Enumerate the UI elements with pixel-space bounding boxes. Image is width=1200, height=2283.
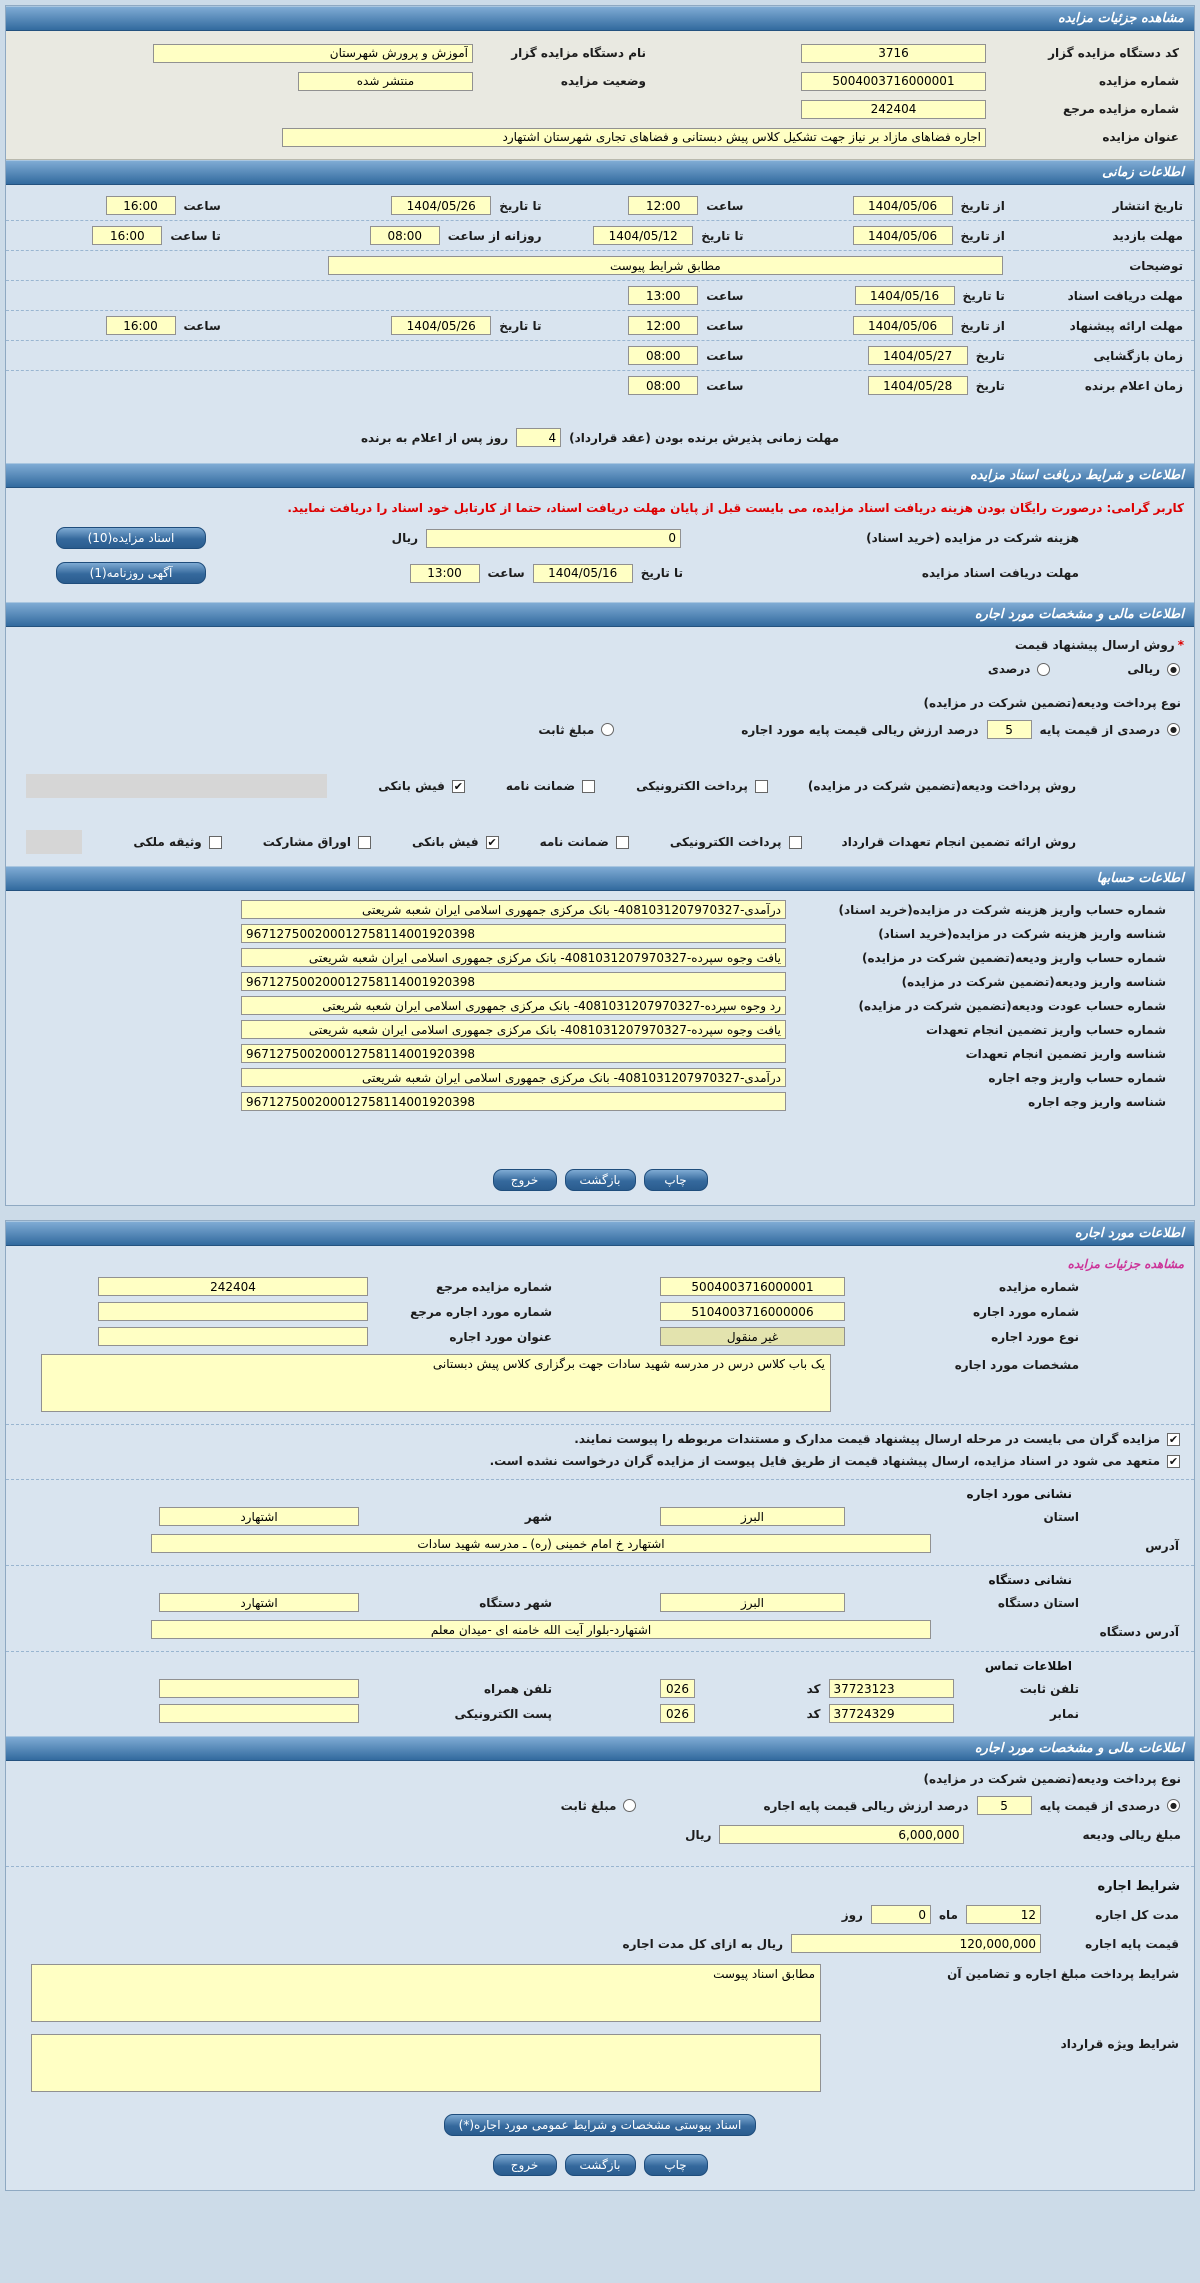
rental-address-row-2 [6, 1529, 1194, 1558]
newspaper-ad-button[interactable]: آگهی روزنامه(1) [56, 562, 206, 584]
account-row-label: شماره حساب واریز وجه اجاره [988, 1070, 1166, 1085]
to-date-label: تا تاریخ [701, 228, 744, 243]
print-button[interactable]: چاپ [644, 2154, 708, 2176]
base-price-suffix-label: ریال به ازای کل مدت اجاره [622, 1936, 783, 1951]
payment-terms-row [6, 1958, 1194, 2028]
page-title: مشاهده جزئیات مزایده [6, 6, 1194, 31]
electronic-payment-label: پرداخت الکترونیکی [636, 779, 748, 793]
deposit-amount-label: مبلغ ریالی ودیعه [1082, 1827, 1181, 1842]
account-row [6, 1090, 1194, 1113]
phone-code-label: کد [806, 1681, 821, 1696]
offer-from-date-input[interactable] [853, 316, 953, 335]
device-address-group-label: نشانی دستگاه [6, 1565, 1194, 1590]
opening-row [6, 341, 1194, 371]
winner-acceptance-row [6, 410, 1194, 463]
payment-terms-textarea[interactable] [31, 1964, 821, 2022]
account-row-label: شماره حساب عودت ودیعه(تضمین شرکت در مزایده) [858, 998, 1166, 1013]
fax-input[interactable] [829, 1704, 954, 1723]
special-terms-textarea[interactable] [31, 2034, 821, 2092]
auction-details-panel [5, 5, 1195, 1206]
deposit-amount-input[interactable] [719, 1825, 964, 1844]
deposit-amount-row [6, 1820, 1194, 1849]
contact-row-2 [6, 1701, 1194, 1726]
city-input[interactable] [159, 1507, 359, 1526]
item-specs-textarea[interactable] [41, 1354, 831, 1412]
visit-row [6, 221, 1194, 251]
email-input[interactable] [159, 1704, 359, 1723]
rental-deposit-options-row [6, 1791, 1194, 1820]
rental-financial-section [6, 1761, 1194, 1859]
bonds-label: اوراق مشارکت [262, 835, 352, 849]
guarantee-method-label: روش ارائه تضمین انجام تعهدات قرارداد [841, 835, 1076, 849]
guarantee-electronic-checkbox[interactable] [789, 836, 802, 849]
city-label: شهر [524, 1509, 552, 1524]
mobile-label: تلفن همراه [483, 1681, 552, 1696]
item-type-input[interactable] [660, 1327, 845, 1346]
winner-announce-row [6, 371, 1194, 401]
deposit-type-options-row [6, 715, 1194, 744]
from-date-label: از تاریخ [960, 198, 1005, 213]
publish-to-date-input[interactable] [391, 196, 491, 215]
duration-months-input[interactable] [966, 1905, 1041, 1924]
publish-date-label: تاریخ انتشار [1112, 198, 1183, 213]
contact-group-label: اطلاعات تماس [6, 1651, 1194, 1676]
notes-row [6, 251, 1194, 281]
guarantee-bank-receipt-checkbox[interactable]: ✔ [487, 835, 497, 849]
account-row [6, 898, 1194, 921]
base-percent-radio[interactable]: ● [1167, 723, 1180, 736]
auction-ref-number-label: شماره مزایده مرجع [1063, 102, 1179, 116]
attach-docs-checkbox[interactable]: ✔ [1168, 1432, 1179, 1446]
visit-daily-to-input[interactable] [92, 226, 162, 245]
account-row-input[interactable] [241, 1044, 786, 1063]
device-address-row-1 [6, 1590, 1194, 1615]
accounts-section [6, 891, 1194, 1124]
docs-deadline-row [6, 281, 1194, 311]
price-method-row [6, 633, 1194, 657]
guarantee-option-bank-receipt[interactable] [409, 835, 503, 849]
rental-fixed-amount-label: مبلغ ثابت [560, 1798, 617, 1813]
province-input[interactable] [660, 1507, 845, 1526]
details-link-row [6, 1252, 1194, 1274]
device-address-input[interactable] [151, 1620, 931, 1639]
section-title-accounts: اطلاعات حسابها [6, 866, 1194, 891]
from-date-label: از تاریخ [960, 318, 1005, 333]
guarantee-bank-receipt-label: فیش بانکی [412, 835, 479, 849]
auction-title-input[interactable] [282, 128, 986, 147]
guarantee-electronic-label: پرداخت الکترونیکی [669, 835, 782, 849]
phone-input[interactable] [829, 1679, 954, 1698]
duration-row [6, 1900, 1194, 1929]
hour-label: ساعت [706, 198, 744, 213]
account-row-label: شماره حساب واریز هزینه شرکت در مزایده(خرید اسناد) [838, 902, 1166, 917]
item-title-input[interactable] [98, 1327, 368, 1346]
account-row-label: شناسه واریز تضمین انجام تعهدات [965, 1046, 1166, 1061]
rial-unit-label: ریال [685, 1827, 712, 1842]
docs-section [6, 488, 1194, 602]
item-type-label: نوع مورد اجاره [991, 1329, 1079, 1344]
device-name-label: نام دستگاه مزایده گزار [511, 46, 646, 60]
bonds-checkbox[interactable] [358, 836, 371, 849]
general-info-section [6, 31, 1194, 160]
guarantee-option-property[interactable] [130, 835, 225, 849]
opening-time-label: زمان بازگشایی [1093, 348, 1183, 363]
fax-label: نمابر [1049, 1706, 1079, 1721]
panel2-actions [6, 2154, 1194, 2176]
required-asterisk: * [1177, 638, 1184, 652]
time-info-section [6, 185, 1194, 410]
contact-row-1 [6, 1676, 1194, 1701]
account-row [6, 922, 1194, 945]
date-label: تاریخ [975, 348, 1005, 363]
general-row-3 [10, 95, 1190, 123]
property-collateral-checkbox[interactable] [209, 836, 222, 849]
percent-radio[interactable] [1037, 663, 1050, 676]
fax-code-label: کد [806, 1706, 821, 1721]
device-city-label: شهر دستگاه [479, 1595, 552, 1610]
payment-terms-label: شرایط پرداخت مبلغ اجاره و تضامین آن [947, 1967, 1179, 1981]
date-label: تاریخ [975, 378, 1005, 393]
device-code-input[interactable] [801, 44, 986, 63]
rental-row-3 [6, 1324, 1194, 1349]
guarantee-letter-label2: ضمانت نامه [539, 835, 609, 849]
winner-time-input[interactable] [628, 376, 698, 395]
deposit-payment-method-label: روش پرداخت ودیعه(تضمین شرکت در مزایده) [807, 779, 1076, 793]
account-row [6, 970, 1194, 993]
hour-label: ساعت [183, 198, 221, 213]
item-number-label: شماره مورد اجاره [973, 1304, 1079, 1319]
special-terms-label: شرایط ویژه قرارداد [1060, 2037, 1179, 2051]
device-province-label: استان دستگاه [997, 1595, 1079, 1610]
address-input[interactable] [151, 1534, 931, 1553]
opening-date-input[interactable] [868, 346, 968, 365]
rental-auction-ref-input[interactable] [98, 1277, 368, 1296]
electronic-payment-checkbox[interactable] [755, 780, 768, 793]
visit-to-date-input[interactable] [593, 226, 693, 245]
rental-fixed-amount-radio[interactable] [623, 1799, 636, 1812]
guarantee-option-bonds[interactable] [260, 835, 375, 849]
back-button[interactable]: بازگشت [565, 1169, 636, 1191]
acceptance-days-input[interactable] [516, 428, 561, 447]
rental-address-row-1 [6, 1504, 1194, 1529]
days-unit-label: روز [841, 1907, 863, 1922]
general-row-2 [10, 67, 1190, 95]
guarantee-option-letter[interactable] [537, 835, 633, 849]
item-ref-number-input[interactable] [98, 1302, 368, 1321]
pay-option-electronic[interactable] [633, 779, 772, 793]
rental-deposit-percent-suffix: درصد ارزش ریالی قیمت پایه اجاره [763, 1798, 969, 1813]
disabled-area [26, 830, 82, 854]
rental-auction-ref-label: شماره مزایده مرجع [436, 1279, 552, 1294]
auction-status-label: وضعیت مزایده [560, 74, 646, 88]
visit-daily-from-input[interactable] [370, 226, 440, 245]
deposit-payment-methods-row [6, 772, 1194, 800]
rental-row-1 [6, 1274, 1194, 1299]
deposit-percent-input[interactable] [987, 720, 1032, 739]
account-row [6, 1042, 1194, 1065]
docs-deadline-time-input[interactable] [628, 286, 698, 305]
general-row-4 [10, 123, 1190, 151]
fixed-amount-option-label: مبلغ ثابت [538, 722, 595, 737]
account-row-label: شناسه واریز ودیعه(تضمین شرکت در مزایده) [901, 974, 1166, 989]
rental-auction-number-label: شماره مزایده [998, 1279, 1079, 1294]
guarantee-methods-row [6, 828, 1194, 856]
acceptance-suffix-label: روز پس از اعلام به برنده [360, 430, 509, 445]
price-method-options-row [6, 657, 1194, 681]
attach-docs-note: مزایده گران می بایست در مرحله ارسال پیشنهاد قیمت مدارک و مستندات مربوطه را پیوست نمایند. [574, 1432, 1160, 1446]
device-address-row-2 [6, 1615, 1194, 1644]
hour-label: ساعت [487, 566, 525, 580]
to-date-label: تا تاریخ [499, 198, 542, 213]
note-row-1 [6, 1424, 1194, 1450]
to-date-label: تا تاریخ [640, 566, 683, 580]
winner-date-input[interactable] [868, 376, 968, 395]
guarantee-letter-checkbox2[interactable] [616, 836, 629, 849]
deposit-type-label: نوع پرداخت ودیعه(تضمین شرکت در مزایده) [923, 696, 1181, 710]
rental-deposit-percent-input[interactable] [977, 1796, 1032, 1815]
rental-row-2 [6, 1299, 1194, 1324]
rental-address-group-label: نشانی مورد اجاره [6, 1479, 1194, 1504]
phone-code-input[interactable] [660, 1679, 695, 1698]
docs-deadline-date-input[interactable] [855, 286, 955, 305]
base-percent-option-label: درصدی از قیمت پایه [1039, 722, 1160, 737]
offer-deadline-label: مهلت ارائه پیشنهاد [1069, 318, 1183, 333]
guarantee-option-electronic[interactable] [667, 835, 806, 849]
province-label: استان [1043, 1509, 1079, 1524]
rial-radio[interactable]: ● [1167, 663, 1180, 676]
no-attachment-request-checkbox[interactable]: ✔ [1168, 1454, 1179, 1468]
bank-receipt-checkbox[interactable]: ✔ [453, 779, 463, 793]
hour-label: ساعت [183, 318, 221, 333]
offer-from-time-input[interactable] [628, 316, 698, 335]
daily-from-hour-label: روزانه از ساعت [447, 228, 542, 243]
account-row [6, 946, 1194, 969]
base-price-label: قیمت پایه اجاره [1085, 1936, 1179, 1951]
hour-label: ساعت [706, 348, 744, 363]
hour-label: ساعت [706, 288, 744, 303]
account-row-label: شماره حساب واریز ودیعه(تضمین شرکت در مزایده) [861, 950, 1166, 965]
publish-from-date-input[interactable] [853, 196, 953, 215]
section-title-time-info: اطلاعات زمانی [6, 160, 1194, 185]
property-collateral-label: وثیقه ملکی [133, 835, 202, 849]
opening-time-input[interactable] [628, 346, 698, 365]
pay-option-guarantee-letter[interactable] [503, 779, 599, 793]
back-button[interactable]: بازگشت [565, 2154, 636, 2176]
rental-base-percent-label: درصدی از قیمت پایه [1039, 1798, 1160, 1813]
to-date-label: تا تاریخ [962, 288, 1005, 303]
device-name-input[interactable] [153, 44, 473, 63]
auction-documents-button[interactable]: اسناد مزایده(10) [56, 527, 206, 549]
account-row-input[interactable] [241, 996, 786, 1015]
auction-details-link[interactable]: مشاهده جزئیات مزایده [1067, 1257, 1184, 1271]
disabled-area [26, 774, 327, 798]
fee-input[interactable] [426, 529, 681, 548]
winner-announce-label: زمان اعلام برنده [1084, 378, 1183, 393]
guarantee-letter-label: ضمانت نامه [505, 779, 576, 793]
account-row-input[interactable] [241, 1068, 786, 1087]
bank-receipt-label: فیش بانکی [378, 779, 445, 793]
attachment-document-button[interactable]: اسناد پیوستی مشخصات و شرایط عمومی مورد اجاره(*) [444, 2114, 757, 2136]
account-row-input[interactable] [241, 1092, 786, 1111]
auction-status-input[interactable] [298, 72, 473, 91]
notes-input[interactable] [328, 256, 1003, 275]
rental-terms-heading: شرایط اجاره [6, 1866, 1194, 1900]
device-province-input[interactable] [660, 1593, 845, 1612]
to-date-label: تا تاریخ [499, 318, 542, 333]
duration-days-input[interactable] [871, 1905, 931, 1924]
device-city-input[interactable] [159, 1593, 359, 1612]
device-code-label: کد دستگاه مزایده گزار [1048, 46, 1179, 60]
item-number-input[interactable] [660, 1302, 845, 1321]
publish-row [6, 191, 1194, 221]
account-row [6, 994, 1194, 1017]
financial-section [6, 627, 1194, 866]
account-row-input[interactable] [241, 924, 786, 943]
publish-to-time-input[interactable] [106, 196, 176, 215]
deposit-percent-suffix-label: درصد ارزش ریالی قیمت پایه مورد اجاره [741, 722, 979, 737]
docs-deadline-time-input2[interactable] [410, 564, 480, 583]
offer-to-date-input[interactable] [391, 316, 491, 335]
account-row-label: شماره حساب واریز تضمین انجام تعهدات [925, 1022, 1166, 1037]
rental-terms-section [6, 1866, 1194, 2136]
account-row-input[interactable] [241, 1020, 786, 1039]
account-row-input[interactable] [241, 972, 786, 991]
deposit-type-row [6, 691, 1194, 715]
rental-deposit-type-row [6, 1767, 1194, 1791]
print-button[interactable]: چاپ [644, 1169, 708, 1191]
docs-deadline-label: مهلت دریافت اسناد [1067, 288, 1183, 303]
account-row [6, 1018, 1194, 1041]
visit-deadline-label: مهلت بازدید [1112, 228, 1183, 243]
base-price-input[interactable] [791, 1934, 1041, 1953]
offer-deadline-row [6, 311, 1194, 341]
note-row-2 [6, 1450, 1194, 1472]
pay-option-bank-receipt[interactable] [375, 779, 469, 793]
fee-label: هزینه شرکت در مزایده (خرید اسناد) [866, 531, 1079, 545]
auction-title-label: عنوان مزایده [1102, 130, 1179, 144]
to-hour-label: تا ساعت [170, 228, 221, 243]
hour-label: ساعت [706, 378, 744, 393]
duration-label: مدت کل اجاره [1095, 1907, 1179, 1922]
item-ref-number-label: شماره مورد اجاره مرجع [410, 1304, 552, 1319]
panel1-actions [6, 1169, 1194, 1191]
attachment-button-row [6, 2114, 1194, 2136]
exit-button[interactable]: خروج [493, 1169, 557, 1191]
item-title-label: عنوان مورد اجاره [449, 1329, 552, 1344]
rental-deposit-type-label: نوع پرداخت ودیعه(تضمین شرکت در مزایده) [923, 1772, 1181, 1786]
account-row-input[interactable] [241, 948, 786, 967]
device-address-label: آدرس دستگاه [1099, 1624, 1179, 1639]
account-row-input[interactable] [241, 900, 786, 919]
account-row-label: شناسه واریز هزینه شرکت در مزایده(خرید اسناد) [878, 926, 1166, 941]
no-attachment-request-note: متعهد می شود در اسناد مزایده، ارسال پیشنهاد قیمت از طریق فایل پیوست از مزایده گران درخواست نشده است. [489, 1454, 1160, 1468]
general-row-1 [10, 39, 1190, 67]
docs-deadline-label2: مهلت دریافت اسناد مزایده [921, 566, 1079, 580]
notes-label: توضیحات [1129, 258, 1183, 273]
mobile-input[interactable] [159, 1679, 359, 1698]
account-row [6, 1066, 1194, 1089]
section-title-rental-item: اطلاعات مورد اجاره [6, 1221, 1194, 1246]
guarantee-letter-checkbox[interactable] [582, 780, 595, 793]
rental-auction-number-input[interactable] [660, 1277, 845, 1296]
docs-deadline-date-input2[interactable] [533, 564, 633, 583]
hour-label: ساعت [706, 318, 744, 333]
phone-label: تلفن ثابت [1019, 1681, 1079, 1696]
rental-item-panel [5, 1220, 1195, 2191]
auction-number-input[interactable] [801, 72, 986, 91]
rental-base-percent-radio[interactable]: ● [1167, 1799, 1180, 1812]
base-price-row [6, 1929, 1194, 1958]
section-title-rental-financial: اطلاعات مالی و مشخصات مورد اجاره [6, 1736, 1194, 1761]
account-row-label: شناسه واریز وجه اجاره [1028, 1094, 1166, 1109]
item-specs-row [6, 1349, 1194, 1417]
offer-to-time-input[interactable] [106, 316, 176, 335]
visit-from-date-input[interactable] [853, 226, 953, 245]
auction-ref-number-input[interactable] [801, 100, 986, 119]
address-label: آدرس [1145, 1538, 1179, 1553]
acceptance-deadline-label: مهلت زمانی پذیرش برنده بودن (عقد قرارداد) [569, 430, 840, 445]
publish-from-time-input[interactable] [628, 196, 698, 215]
auction-number-label: شماره مزایده [1098, 74, 1179, 88]
from-date-label: از تاریخ [960, 228, 1005, 243]
rial-unit-label: ریال [391, 531, 418, 545]
email-label: پست الکترونیکی [454, 1706, 552, 1721]
section-title-financial: اطلاعات مالی و مشخصات مورد اجاره [6, 602, 1194, 627]
item-specs-label: مشخصات مورد اجاره [954, 1358, 1079, 1372]
special-terms-row [6, 2028, 1194, 2098]
price-method-label: روش ارسال پیشنهاد قیمت [1014, 638, 1175, 652]
exit-button[interactable]: خروج [493, 2154, 557, 2176]
rial-option-label: ریالی [1127, 662, 1160, 676]
docs-warning-text: کاربر گرامی: درصورت رایگان بودن هزینه دریافت اسناد مزایده، می بایست قبل از پایان مهلت دریافت اسناد، حتما از کارتابل خود اسناد را دریافت نمایید. [287, 501, 1184, 515]
fee-row [6, 522, 1194, 554]
fax-code-input[interactable] [660, 1704, 695, 1723]
months-unit-label: ماه [938, 1907, 958, 1922]
docs-deadline-row2 [6, 557, 1194, 589]
fixed-amount-radio[interactable] [601, 723, 614, 736]
section-title-docs: اطلاعات و شرایط دریافت اسناد مزایده [6, 463, 1194, 488]
percent-option-label: درصدی [987, 662, 1031, 676]
time-info-table [6, 191, 1194, 400]
rental-item-section [6, 1246, 1194, 1736]
